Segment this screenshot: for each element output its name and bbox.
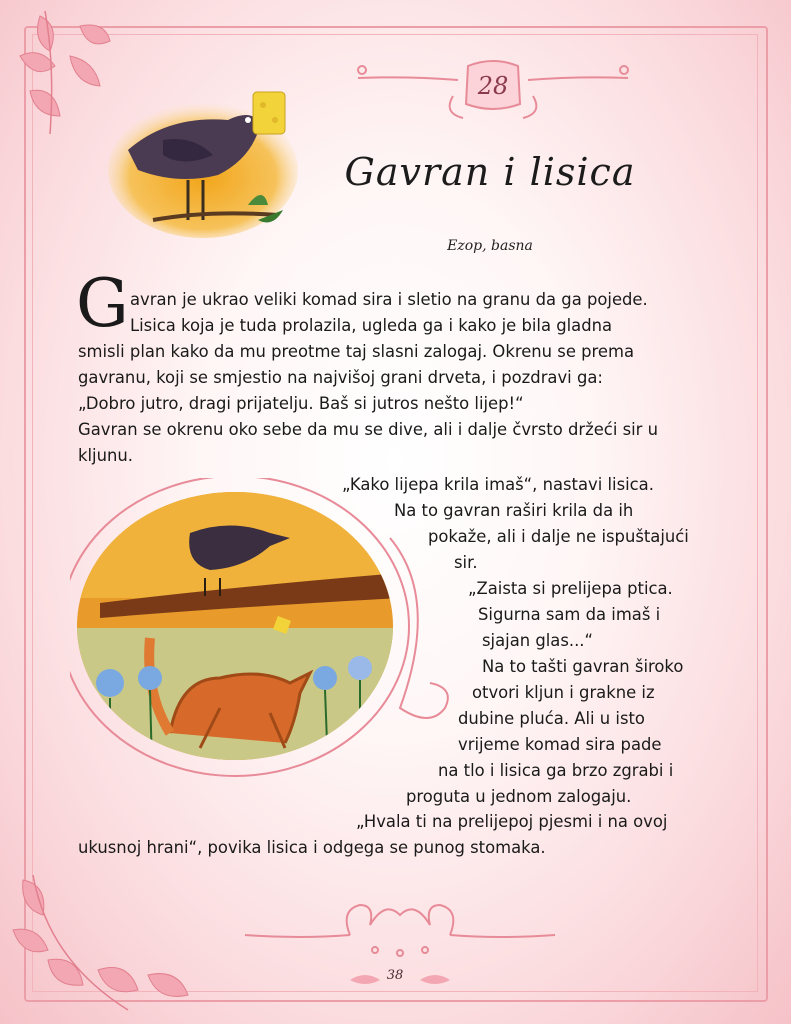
story-line: „Zaista si prelijepa ptica. [468, 579, 673, 598]
story-line: Gavran se okrenu oko sebe da mu se dive, ali i dalje čvrsto držeći sir u [78, 420, 659, 439]
story-line: dubine pluća. Ali u isto [458, 709, 645, 728]
story-line: smisli plan kako da mu preotme taj slasni zalogaj. Okrenu se prema [78, 342, 634, 361]
story-line: Lisica koja je tuda prolazila, ugleda ga i kako je bila gladna [130, 316, 613, 335]
story-line: sjajan glas...“ [482, 631, 593, 650]
raven-illustration [108, 80, 308, 240]
story-title: Gavran i lisica [344, 150, 636, 194]
story-line: ukusnoj hrani“, povika lisica i odgega se punog stomaka. [78, 838, 546, 857]
story-line: gavranu, koji se smjestio na najvišoj grani drveta, i pozdravi ga: [78, 368, 603, 387]
story-line: avran je ukrao veliki komad sira i sletio na granu da ga pojede. [130, 290, 648, 309]
story-line: Sigurna sam da imaš i [478, 605, 661, 624]
raven-fox-illustration [70, 478, 460, 788]
story-line: Na to tašti gavran široko [482, 657, 684, 676]
chapter-number: 28 [477, 72, 509, 100]
flourish-ornament-icon [240, 895, 560, 965]
story-line: vrijeme komad sira pade [458, 735, 662, 754]
story-line: „Dobro jutro, dragi prijatelju. Baš si jutros nešto lijep!“ [78, 394, 524, 413]
story-line: proguta u jednom zalogaju. [406, 787, 632, 806]
story-line: na tlo i lisica ga brzo zgrabi i [438, 761, 674, 780]
story-line: „Kako lijepa krila imaš“, nastavi lisica. [342, 475, 654, 494]
drop-cap: G [76, 265, 129, 342]
story-line: kljunu. [78, 446, 133, 465]
story-line: „Hvala ti na prelijepoj pjesmi i na ovoj [356, 812, 668, 831]
story-line: otvori kljun i grakne iz [472, 683, 655, 702]
leaf-decoration-icon [8, 870, 208, 1020]
story-line: sir. [454, 553, 478, 572]
page-number: 38 [386, 968, 404, 983]
story-line: pokaže, ali i dalje ne ispuštajući [428, 527, 689, 546]
story-subtitle: Ezop, basna [447, 238, 533, 254]
story-line: Na to gavran raširi krila da ih [394, 501, 634, 520]
